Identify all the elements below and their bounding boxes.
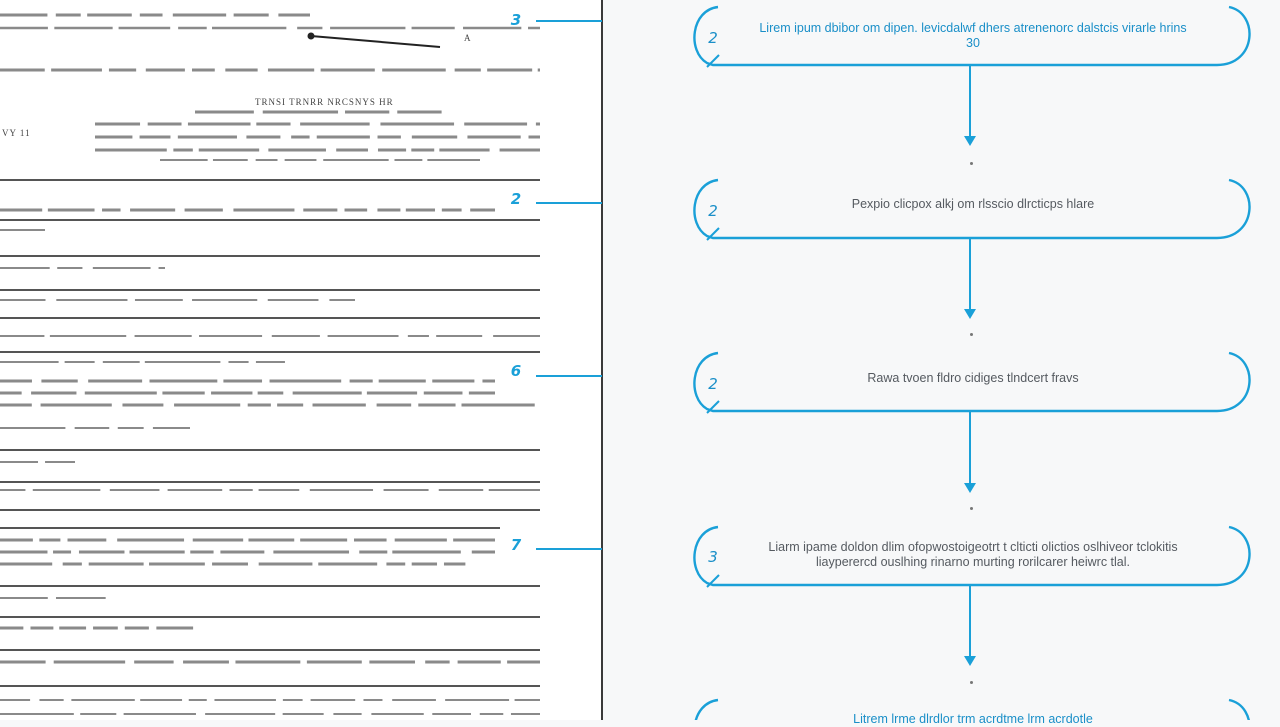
step-text-line: Rawa tvoen fldro cidiges tlndcert fravs [867,371,1079,385]
connector-arrowhead [964,136,976,146]
connector-dot [970,681,973,684]
document-page [0,0,602,720]
callout-number: 2 [510,190,522,208]
step-number: 3 [708,548,718,566]
step-text [743,540,1203,570]
callout-number: 3 [510,11,522,29]
step-text-line: liayperercd ouslhing rinarno murting rorilcarer heiwrc tlal. [815,555,1130,569]
callout-number: 6 [510,362,522,380]
step-text-line: Liarm ipame doldon dlim ofopwostoigeotrt t clticti olictios oslhiveor tclokitis [768,540,1178,554]
document-text-lines [0,0,602,720]
connector-arrowhead [964,309,976,319]
step-text [743,371,1203,386]
step-text [743,21,1203,51]
connector-dot [970,162,973,165]
doc-header-line: TRNSI TRNRR NRCSNYS HR [255,97,394,107]
step-text-line: Litrem lrme dlrdlor trm acrdtme lrm acrdotle [853,712,1093,726]
doc-note-a: A [464,33,472,43]
step-text [743,197,1203,212]
connector-arrowhead [964,656,976,666]
flowchart-shapes [603,0,1280,720]
connector-dot [970,333,973,336]
doc-side-label: VY 11 [2,128,31,138]
step-number: 2 [708,375,718,393]
step-number: 2 [708,202,718,220]
connector-dot [970,507,973,510]
callout-number: 7 [510,536,522,554]
step-text-line: Pexpio clicpox alkj om rlsscio dlrcticps hlare [851,197,1095,211]
flowchart [603,0,1280,726]
step-number: 2 [708,29,718,47]
step-text-line: Lirem ipum dbibor om dipen. levicdalwf dhers atrenenorc dalstcis virarle hrins [759,21,1187,35]
step-text-line: 30 [966,36,980,50]
connector-arrowhead [964,483,976,493]
